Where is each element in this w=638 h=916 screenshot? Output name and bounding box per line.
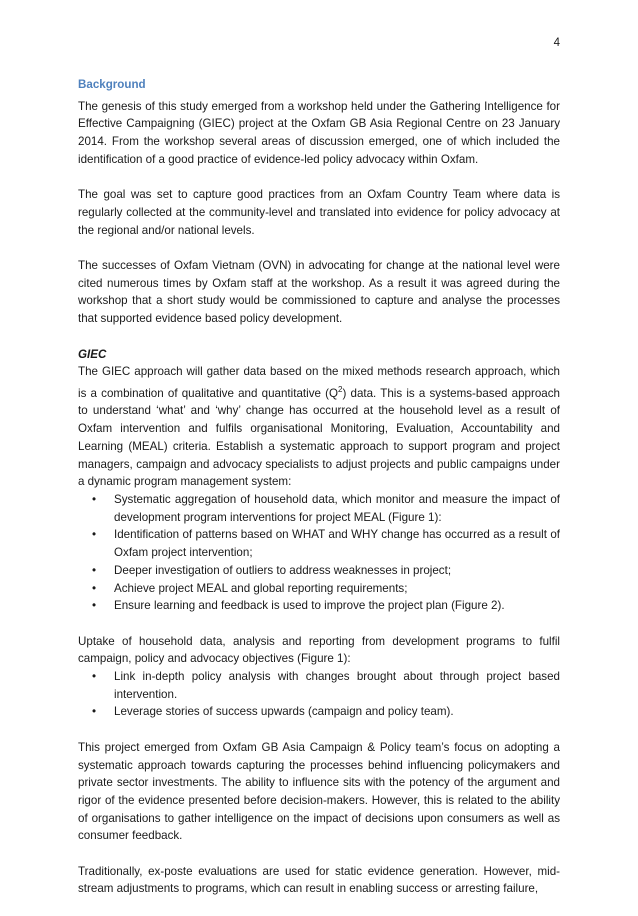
background-paragraph-2: The goal was set to capture good practices from an Oxfam Country Team where data is regularly collected at the community-level and translated into evidence for policy advocacy at the regional and/or national levels. xyxy=(78,188,560,237)
closing-paragraph-2: Traditionally, ex-poste evaluations are used for static evidence generation. However, mid-stream adjustments to programs, which can result in enabling success or arresting failure, xyxy=(78,864,560,896)
giec-intro-paragraph xyxy=(78,363,560,491)
section-heading-background: Background xyxy=(78,78,146,91)
bullet-icon: • xyxy=(92,581,97,595)
list-item xyxy=(78,597,560,615)
closing-paragraph-1: This project emerged from Oxfam GB Asia Campaign & Policy team’s focus on adopting a systematic approach towards capturing the processes behind influencing policymakers and private sector investments. The ability to influence sits with the potency of the argument and rigor of the evidence presented before decision-makers. However, this is related to the ability of organisations to gather intelligence on the impact of decisions upon consumers as well as consumer feedback. xyxy=(78,740,560,843)
giec-intro-text-a: The GIEC approach will gather data based on the mixed methods research approach, which is a combination of qualitative and quantitative (Q xyxy=(78,365,560,400)
page-number: 4 xyxy=(553,37,560,49)
list-item xyxy=(78,562,560,580)
list-item-text: Deeper investigation of outliers to address weaknesses in project; xyxy=(114,563,452,577)
giec-intro-text-b: ) data. This is a systems-based approach to understand ‘what’ and ‘why’ change has occurred at the household level as a result of Oxfam intervention and fulfils organisational Monitoring, Evaluation, Accountability and Learning (MEAL) criteria. Establish a systematic approach to support program and project managers, campaign and advocacy specialists to adjust projects and public campaigns under a dynamic program management system: xyxy=(78,386,561,489)
giec-intro-superscript: 2 xyxy=(338,384,343,394)
list-item xyxy=(78,580,560,598)
uptake-paragraph: Uptake of household data, analysis and reporting from development programs to fulfil campaign, policy and advocacy objectives (Figure 1): xyxy=(78,634,560,666)
list-item-text: Ensure learning and feedback is used to improve the project plan (Figure 2). xyxy=(114,599,505,613)
list-item-text: Achieve project MEAL and global reporting requirements; xyxy=(114,581,408,595)
bullet-icon: • xyxy=(92,670,97,683)
list-item-text: Link in-depth policy analysis with changes brought about through project based intervention. xyxy=(114,670,560,701)
bullet-icon: • xyxy=(92,528,97,542)
background-paragraph-3: The successes of Oxfam Vietnam (OVN) in advocating for change at the national level were cited numerous times by Oxfam staff at the workshop. As a result it was agreed during the workshop that a short study would be commissioned to capture and analyse the processes that supported evidence based policy development. xyxy=(78,259,560,326)
list-item xyxy=(78,703,560,721)
bullet-icon: • xyxy=(92,563,97,577)
list-item-text: Identification of patterns based on WHAT and WHY change has occurred as a result of Oxfam project intervention; xyxy=(114,528,560,560)
list-item xyxy=(78,491,560,526)
document-body xyxy=(78,76,560,916)
giec-bullet-list xyxy=(78,491,560,615)
background-paragraph-1: The genesis of this study emerged from a workshop held under the Gathering Intelligence for Effective Campaigning (GIEC) project at the Oxfam GB Asia Regional Centre on 23 January 2014. From the workshop several areas of discussion emerged, one of which included the identification of a good practice of evidence-led policy advocacy within Oxfam. xyxy=(78,99,560,166)
uptake-bullet-list xyxy=(78,668,560,721)
list-item xyxy=(78,668,560,703)
section-heading-giec: GIEC xyxy=(78,347,107,361)
bullet-icon: • xyxy=(92,492,97,506)
list-item-text: Systematic aggregation of household data, which monitor and measure the impact of development program interventions for project MEAL (Figure 1): xyxy=(114,492,560,524)
list-item-text: Leverage stories of success upwards (campaign and policy team). xyxy=(114,705,454,719)
bullet-icon: • xyxy=(92,599,97,613)
bullet-icon: • xyxy=(92,705,97,719)
list-item xyxy=(78,526,560,561)
